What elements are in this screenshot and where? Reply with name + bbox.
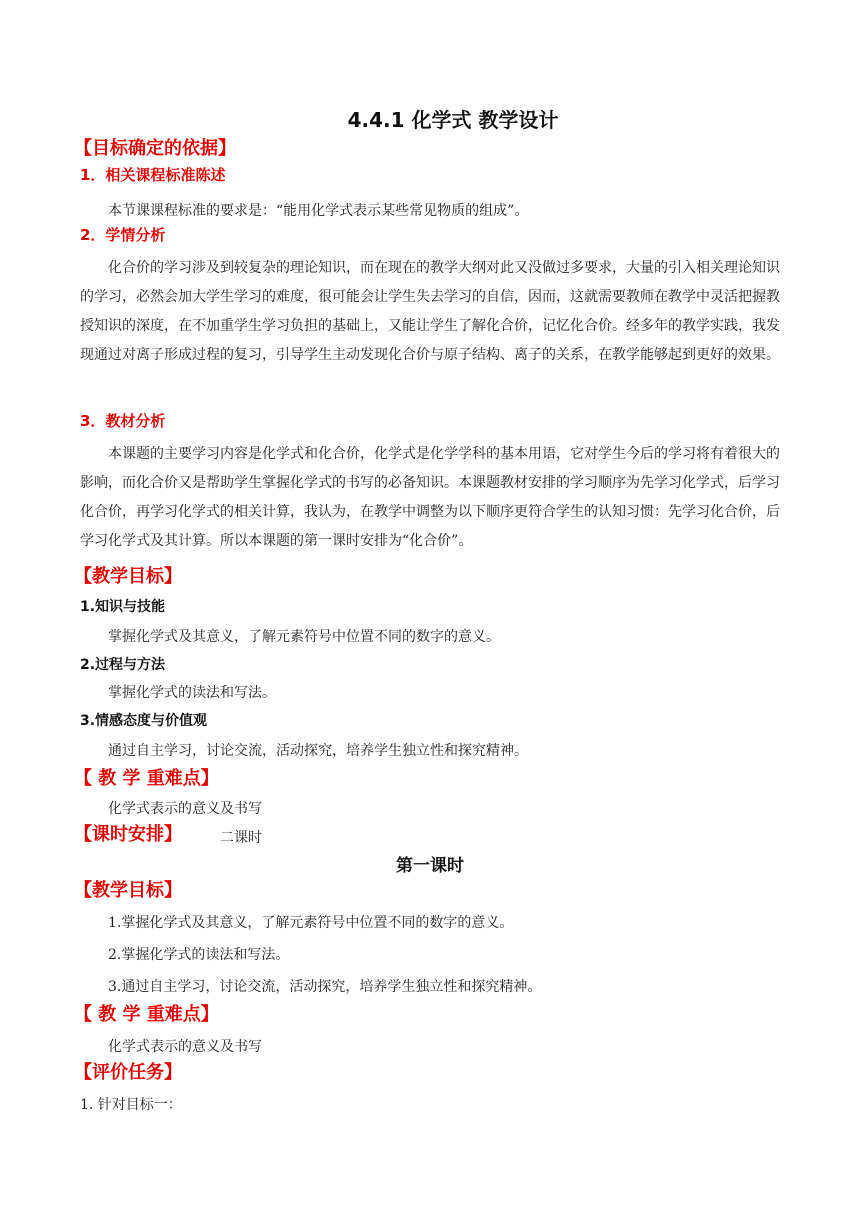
lesson-heading-evaluation-tasks: 【评价任务】 — [74, 1062, 182, 1083]
section-heading-key-points: 【 教 学 重难点】 — [74, 768, 219, 789]
section-heading-basis: 【目标确定的依据】 — [74, 138, 236, 159]
lesson-goal-item: 3.通过自主学习，讨论交流，活动探究，培养学生独立性和探究精神。 — [108, 979, 542, 995]
subheading-textbook-analysis: 3．教材分析 — [80, 412, 166, 430]
subheading-student-analysis: 2．学情分析 — [80, 226, 166, 244]
evaluation-task-item: 1. 针对目标一： — [80, 1097, 182, 1113]
lesson-heading-key-points: 【 教 学 重难点】 — [74, 1004, 219, 1025]
attitude-values-text: 通过自主学习，讨论交流，活动探究，培养学生独立性和探究精神。 — [108, 743, 528, 759]
subheading-process-method: 2.过程与方法 — [80, 657, 166, 673]
textbook-analysis-paragraph: 本课题的主要学习内容是化学式和化合价，化学式是化学学科的基本用语，它对学生今后的学习将有着很大的影响，而化合价又是帮助学生掌握化学式的书写的必备知识。本课题教材安排的学习顺序为先学习化学式，后学习化合价，再学习化学式的相关计算，我认为，在教学中调整为以下顺序更符合学生的认知习惯：先学习化合价，后学习化学式及其计算。所以本课题的第一课时安排为“化合价”。 — [80, 446, 780, 549]
schedule-value: 二课时 — [220, 830, 262, 846]
student-analysis-paragraph: 化合价的学习涉及到较复杂的理论知识，而在现在的教学大纲对此又没做过多要求，大量的引入相关理论知识的学习，必然会加大学生学习的难度，很可能会让学生失去学习的自信，因而，这就需要教师在教学中灵活把握教授知识的深度，在不加重学生学习负担的基础上，又能让学生了解化合价，记忆化合价。经多年的教学实践，我发现通过对离子形成过程的复习，引导学生主动发现化合价与原子结构、离子的关系，在教学能够起到更好的效果。 — [80, 260, 780, 363]
subheading-attitude-values: 3.情感态度与价值观 — [80, 713, 208, 729]
document-title: 4.4.1 化学式 教学设计 — [347, 108, 559, 132]
subheading-curriculum-standard: 1．相关课程标准陈述 — [80, 166, 226, 184]
process-method-text: 掌握化学式的读法和写法。 — [108, 685, 276, 701]
knowledge-skills-text: 掌握化学式及其意义，了解元素符号中位置不同的数字的意义。 — [108, 629, 500, 645]
lesson-goal-item: 1.掌握化学式及其意义，了解元素符号中位置不同的数字的意义。 — [108, 915, 514, 931]
lesson-one-title: 第一课时 — [396, 856, 464, 876]
key-points-text: 化学式表示的意义及书写 — [108, 801, 262, 817]
section-heading-teaching-goals: 【教学目标】 — [74, 566, 182, 587]
subheading-knowledge-skills: 1.知识与技能 — [80, 599, 166, 615]
curriculum-standard-text: 本节课课程标准的要求是：“能用化学式表示某些常见物质的组成”。 — [108, 203, 529, 219]
lesson-key-points-text: 化学式表示的意义及书写 — [108, 1039, 262, 1055]
lesson-heading-teaching-goals: 【教学目标】 — [74, 880, 182, 901]
lesson-goal-item: 2.掌握化学式的读法和写法。 — [108, 947, 290, 963]
section-heading-schedule: 【课时安排】 — [74, 824, 182, 845]
